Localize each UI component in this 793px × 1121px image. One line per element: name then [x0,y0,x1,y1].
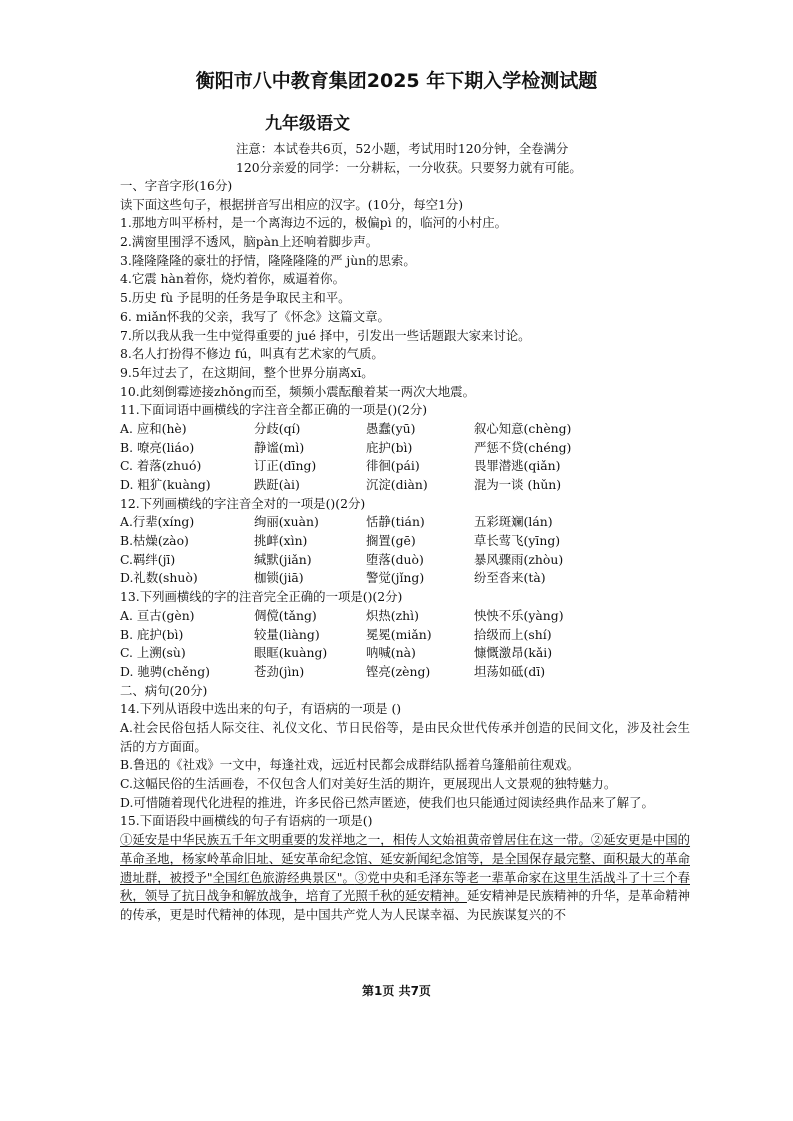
option-row [120,476,690,495]
option-row [120,626,690,645]
option-cell: 沉淀(diàn) [366,477,428,492]
option-cell: 恬静(tián) [366,514,425,530]
option-cell: A. 应和(hè) [120,420,187,436]
option-cell: 拾级而上(shí) [474,626,552,642]
option-cell: 冕冕(miǎn) [366,626,432,642]
option-row [120,532,690,551]
option-cell: B. 嘹亮(liáo) [120,439,195,455]
option-cell: C.羁绊(jī) [120,551,176,567]
option-row [120,551,690,570]
option-cell: 庇护(bì) [366,439,413,455]
option-paragraph: D.可惜随着现代化进程的推进，许多民俗已然声匿迹，使我们也只能通过阅读经典作品来了解了。 [120,794,654,810]
question-item: 7.所以我从我一生中觉得重要的 jué 择中，引发出一些话题跟大家来讨论。 [120,327,531,343]
option-cell: 暴风骤雨(zhòu) [474,551,564,567]
exam-body [120,177,690,925]
section-instruction: 读下面这些句子，根据拼音写出相应的汉字。(10分，每空1分) [120,196,464,212]
option-cell: 混为一谈 (hǔn) [474,477,562,492]
option-cell: 慷慨激昂(kǎi) [474,645,553,661]
option-paragraph: B.鲁迅的《社戏》一文中，每逢社戏，远近村民都会成群结队摇着乌篷船前往观戏。 [120,757,580,773]
option-cell: 堕落(duò) [366,551,424,567]
exam-title: 衡阳市八中教育集团2025 年下期入学检测试题 [195,70,598,92]
section-heading: 一、字音字形(16分) [120,178,233,193]
option-row [120,644,690,663]
option-cell: 畏罪潜逃(qiǎn) [474,458,561,474]
option-row [120,420,690,439]
question-stem: 13.下列画横线的字的注音完全正确的一项是()(2分) [120,589,403,605]
option-cell: 跌跹(ài) [254,477,300,492]
option-paragraph: A.社会民俗包括人际交往、礼仪文化、节日民俗等，是由民众世代传承并创造的民间文化，涉及社会生活的方方面面。 [120,719,690,754]
underlined-sentence: ②延安更是中国的革命圣地，杨家岭革命旧址、延安革命纪念馆、延安新闻纪念馆等，是全国保存最完整、面积最大的革命遗址群，被授予"全国红色旅游经典景区"。 [120,832,691,885]
option-cell: D. 粗犷(kuàng) [120,477,211,492]
option-cell: 倜傥(tǎng) [254,607,317,623]
option-cell: 怏怏不乐(yàng) [474,607,564,623]
option-cell: D. 驰骋(chěng) [120,663,210,679]
option-cell: 眼眶(kuàng) [254,645,328,661]
question-item: 2.满窗里围浮不透风，脑pàn上还响着脚步声。 [120,234,379,250]
option-row [120,439,690,458]
exam-note-1: 注意：本试卷共6页，52小题，考试用时120分钟，全卷满分 [236,141,569,156]
exam-subtitle: 九年级语文 [265,114,350,134]
option-cell: 挑衅(xìn) [254,533,308,549]
option-cell: B.枯燥(zào) [120,533,189,549]
option-cell: C. 着落(zhuó) [120,458,202,474]
exam-note-2: 120分亲爱的同学：一分耕耘，一分收获。只要努力就有可能。 [236,160,582,175]
question-stem: 12.下列画横线的字注音全对的一项是()(2分) [120,495,366,511]
option-cell: A.行辈(xíng) [120,514,195,530]
option-cell: 枷锁(jiā) [254,570,304,586]
option-row [120,513,690,532]
option-cell: 纷至沓来(tà) [474,570,546,586]
option-cell: 炽热(zhì) [366,607,419,623]
option-cell: 愚蠢(yū) [366,420,416,436]
page-number: 第1页 共7页 [362,984,431,998]
option-cell: 苍劲(jìn) [254,663,305,679]
underlined-sentence: ③党中央和毛泽东等老一辈革命家在这里生活战斗了十三个春秋，领导了抗日战争和解放战争，培育了光照千秋的延安精神。 [120,869,690,904]
option-row [120,607,690,626]
question-item: 10.此刻倒霉迹接zhǒng而至，频频小震酝酿着某一两次大地震。 [120,383,475,399]
question-item: 5.历史 fù 予昆明的任务是争取民主和平。 [120,290,351,306]
option-cell: B. 庇护(bì) [120,626,184,642]
question-stem: 14.下列从语段中选出来的句子，有语病的一项是 () [120,701,402,717]
question-item: 4.它震 hàn着你，烧灼着你，威逼着你。 [120,271,345,287]
option-cell: 草长莺飞(yīng) [474,533,561,549]
option-cell: C. 上溯(sù) [120,645,186,661]
option-paragraph: C.这幅民俗的生活画卷，不仅包含人们对美好生活的期许，更展现出人文景观的独特魅力。 [120,776,617,792]
option-cell: 较量(liàng) [254,626,320,642]
question-stem: 15.下面语段中画横线的句子有语病的一项是() [120,813,373,829]
option-row [120,663,690,682]
passage-text: 延安精神是民族精神的升华，是革命精神的传承，更是时代精神的体现，是中国共产党人为人民谋幸福、为民族谋复兴的不 [120,888,691,922]
option-cell: D.礼数(shuò) [120,570,198,586]
option-cell: 搁置(gē) [366,533,416,549]
option-row [120,569,690,588]
option-cell: 分歧(qí) [254,420,301,436]
option-cell: 绚丽(xuàn) [254,514,319,530]
question-item: 8.名人打扮得不修边 fú，叫真有艺术家的气质。 [120,346,384,362]
question-stem: 11.下面词语中画横线的字注音全都正确的一项是()(2分) [120,402,428,418]
option-cell: 叙心知意(chèng) [474,420,572,436]
section-heading: 二、病句(20分) [120,682,208,698]
option-cell: 坦荡如砥(dī) [474,663,546,679]
option-cell: 缄默(jiǎn) [254,551,312,567]
option-cell: 订正(dīng) [254,458,317,474]
underlined-sentence: ①延安是中华民族五千年文明重要的发祥地之一，相传人文始祖黄帝曾居住在这一带。 [120,832,591,848]
option-cell: 铿亮(zèng) [366,663,431,679]
option-row [120,457,690,476]
option-cell: 静谧(mì) [254,439,305,455]
option-cell: 警觉(jǐng) [366,570,425,586]
option-cell: 徘徊(pái) [366,458,420,474]
question-item: 9.5年过去了，在这期间，整个世界分崩离xī。 [120,364,374,380]
option-cell: 五彩斑斓(lán) [474,514,553,530]
question-item: 3.隆隆隆隆的豪壮的抒情，隆隆隆隆的严 jùn的思索。 [120,252,416,268]
option-cell: 严惩不贷(chéng) [474,439,572,455]
passage-paragraph [120,831,690,925]
question-item: 1.那地方叫平桥村，是一个离海边不远的，极偏pì 的，临河的小村庄。 [120,215,507,231]
question-item: 6. miǎn怀我的父亲，我写了《怀念》这篇文章。 [120,308,390,324]
option-cell: 呐喊(nà) [366,645,416,661]
option-cell: A. 亘古(gèn) [120,607,195,623]
